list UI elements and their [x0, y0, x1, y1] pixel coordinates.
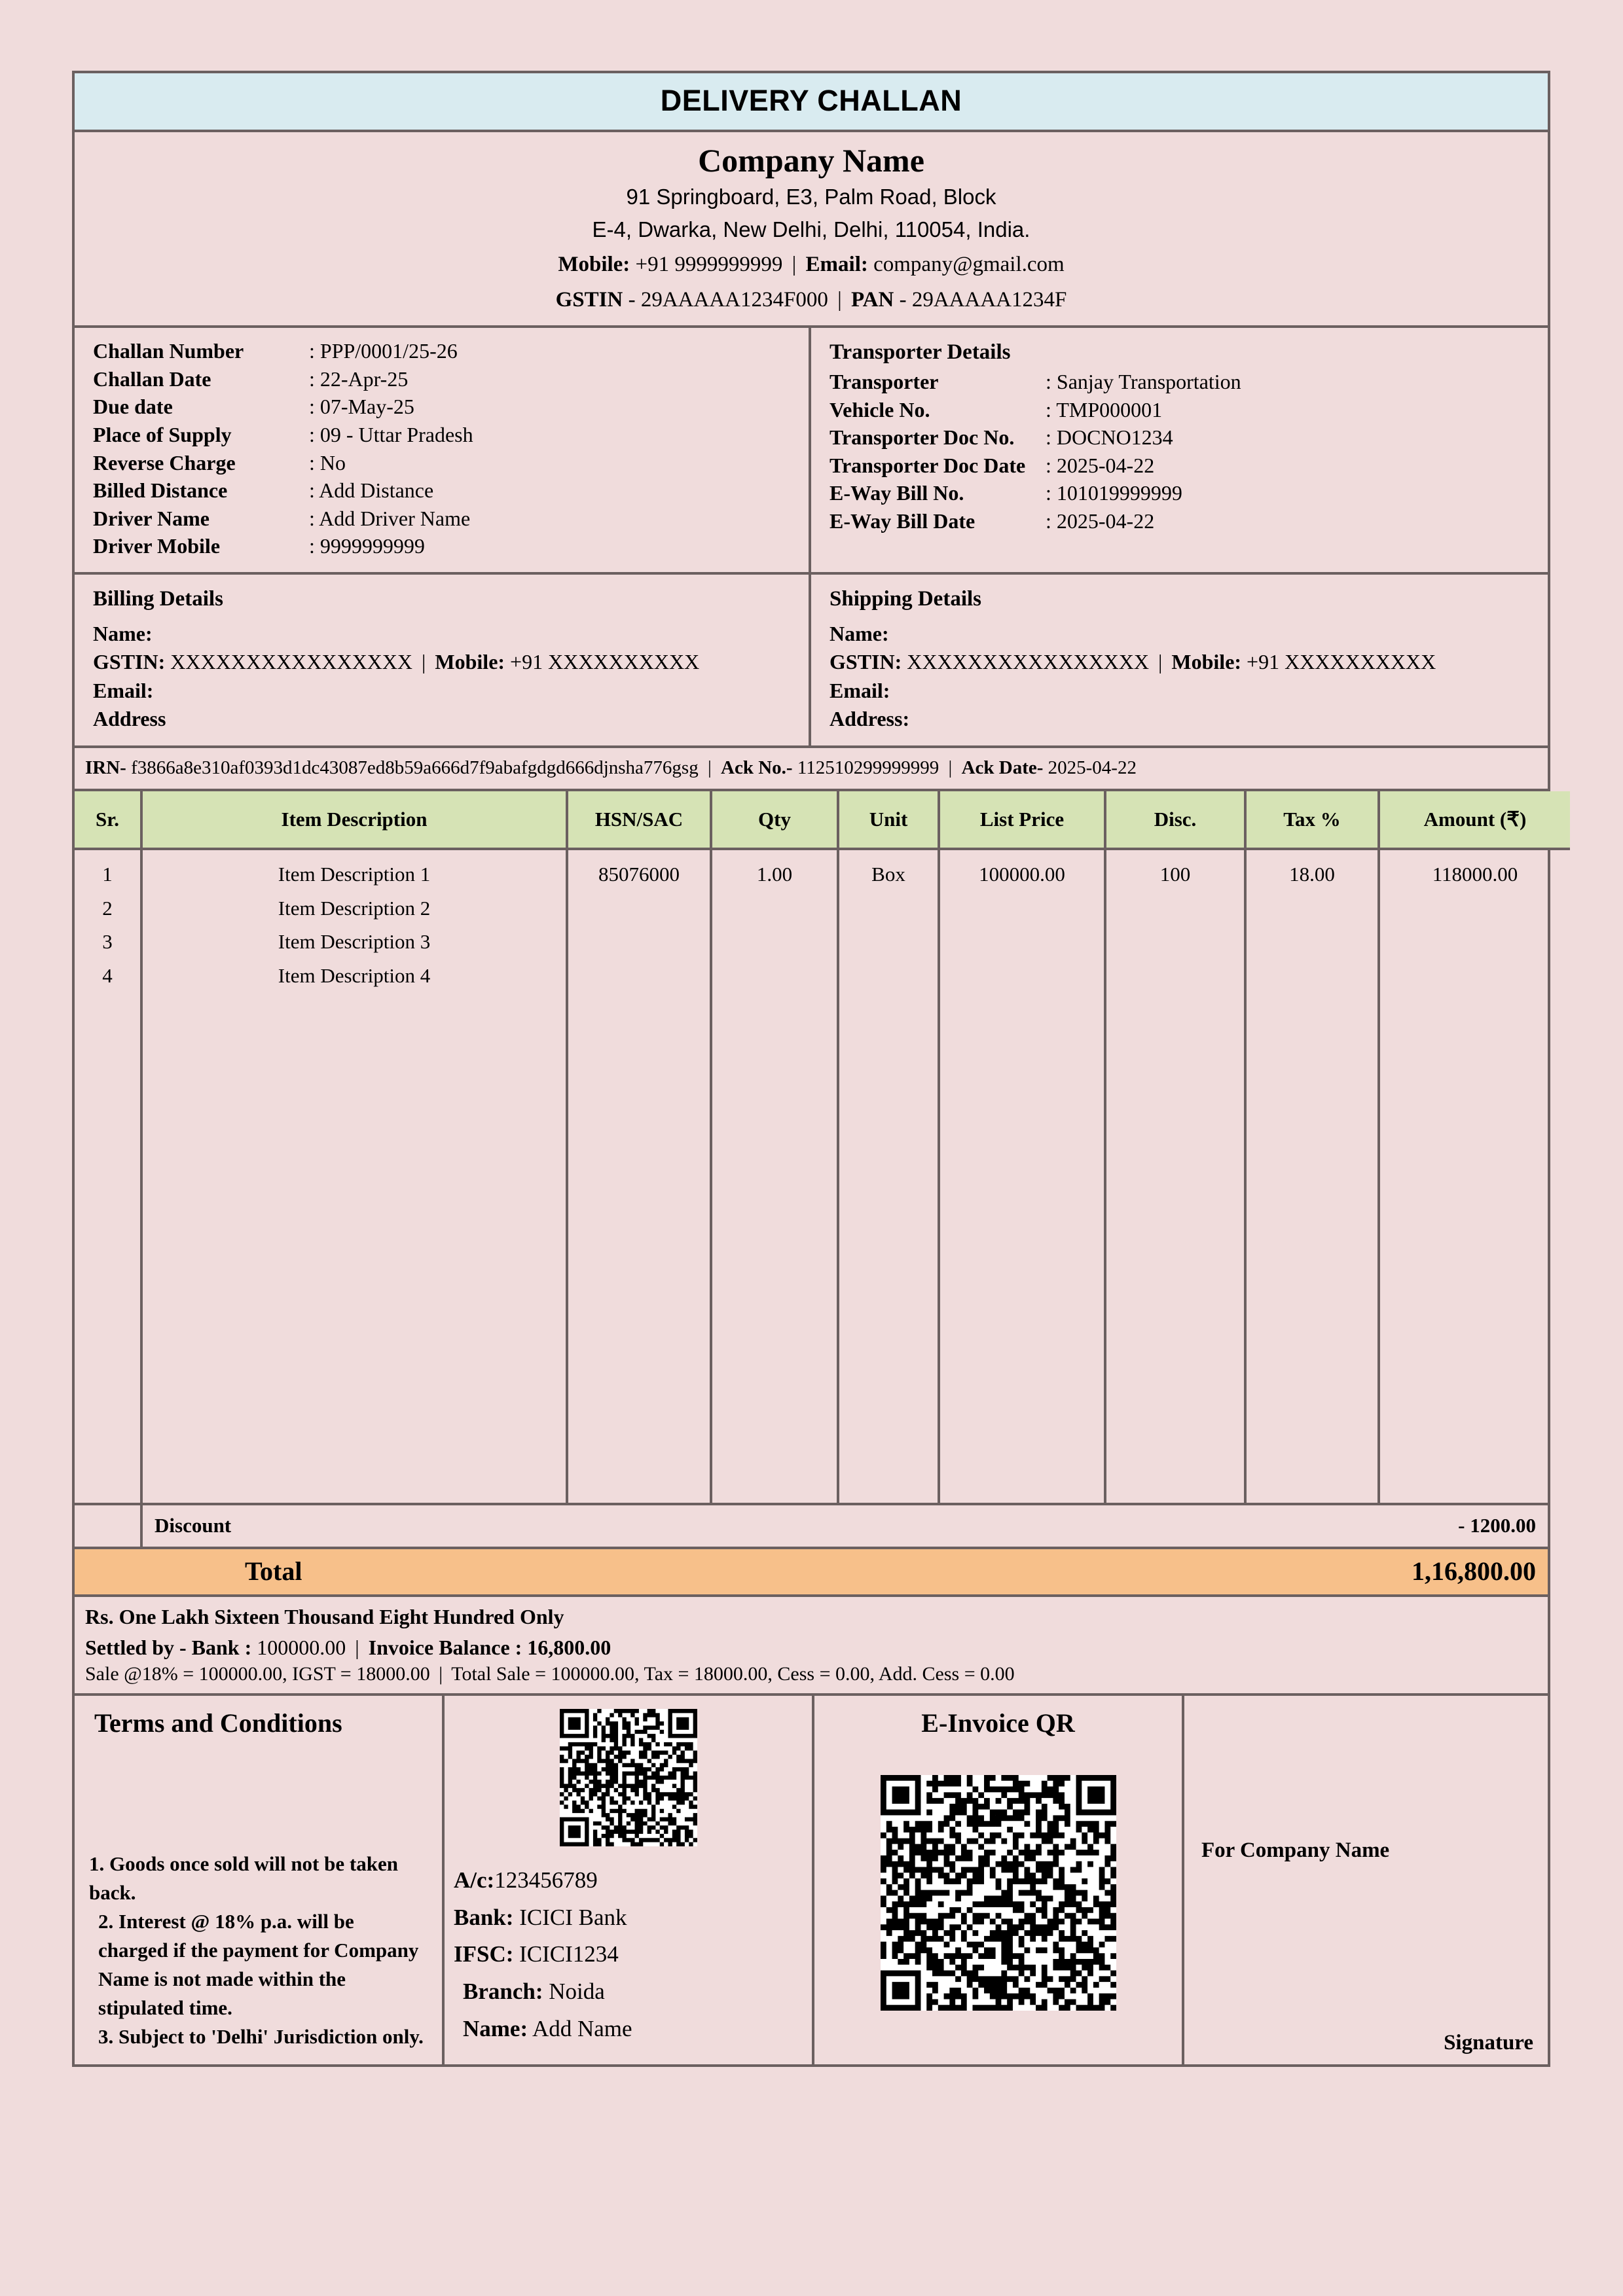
- ack-date-label: Ack Date-: [961, 757, 1044, 778]
- transporter-detail-row: [830, 396, 1529, 424]
- bank-holder-row: [454, 2011, 812, 2048]
- challan-detail-row: [93, 337, 790, 365]
- table-cell: [1106, 925, 1244, 958]
- bank-branch-label: Branch:: [463, 1979, 543, 2005]
- table-column-description: [141, 849, 567, 1503]
- table-cell: 118000.00: [1432, 863, 1518, 886]
- table-column-amount: [1379, 849, 1570, 1503]
- bank-ifsc-value: ICICI1234: [519, 1941, 619, 1967]
- transporter-detail-value: : Sanjay Transportation: [1046, 370, 1241, 394]
- invoice-balance-label: Invoice Balance :: [368, 1636, 522, 1660]
- billing-details-pane: [75, 575, 811, 745]
- billing-shipping-section: [75, 575, 1548, 748]
- table-cell: Box: [871, 863, 905, 886]
- signature-label: Signature: [1444, 2031, 1533, 2055]
- challan-details-pane: [75, 328, 811, 571]
- company-email-value: company@gmail.com: [873, 253, 1065, 277]
- document-title: DELIVERY CHALLAN: [75, 73, 1548, 132]
- billing-email-row: [93, 677, 790, 706]
- challan-detail-label: Driver Mobile: [93, 534, 221, 558]
- bank-holder-label: Name:: [463, 2015, 528, 2041]
- items-rows-group: [75, 849, 1570, 1503]
- terms-item: 3. Subject to 'Delhi' Jurisdiction only.: [98, 2025, 424, 2049]
- discount-value: - 1200.00: [1458, 1514, 1536, 1537]
- discount-spacer: [75, 1505, 143, 1547]
- discount-row: [75, 1503, 1548, 1547]
- billing-address-row: [93, 705, 790, 734]
- irn-divider-1: |: [707, 757, 712, 778]
- shipping-mobile-value: +91 XXXXXXXXXX: [1247, 650, 1436, 674]
- signature-for-company: For Company Name: [1201, 1839, 1390, 1863]
- items-header-cell: Unit: [838, 791, 939, 849]
- bank-holder-value: Add Name: [532, 2015, 632, 2041]
- bank-ac-value: 123456789: [494, 1867, 598, 1893]
- settled-by-label: Settled by - Bank :: [85, 1636, 252, 1660]
- irn-row: [75, 748, 1548, 792]
- transporter-detail-label: Transporter: [830, 370, 939, 394]
- footer-section: [75, 1693, 1548, 2064]
- challan-detail-row: [93, 449, 790, 477]
- shipping-mobile-label: Mobile:: [1171, 650, 1242, 674]
- billing-gstin-row: [93, 648, 790, 677]
- bank-panel: [445, 1696, 814, 2064]
- transporter-details-pane: [811, 328, 1548, 571]
- billing-name-row: [93, 620, 790, 649]
- bank-qr-wrap: [445, 1708, 812, 1846]
- table-column-unit: [838, 849, 939, 1503]
- billing-mobile-value: +91 XXXXXXXXXX: [510, 650, 700, 674]
- transporter-detail-label: E-Way Bill No.: [830, 481, 964, 505]
- table-cell: [1380, 959, 1570, 992]
- items-table-body: [75, 849, 1570, 1503]
- company-gstin-label: GSTIN: [555, 287, 623, 312]
- bank-details: [445, 1862, 812, 2047]
- summary-text-block: [75, 1597, 1548, 1693]
- table-cell: 85076000: [598, 863, 680, 886]
- einvoice-panel: [814, 1696, 1184, 2064]
- table-empty-space: [143, 992, 566, 1503]
- table-cell: Item Description 1: [278, 863, 431, 886]
- table-empty-space: [568, 992, 710, 1503]
- transporter-detail-row: [830, 479, 1529, 507]
- table-cell: [1380, 925, 1570, 958]
- tax-breakup-right: Total Sale = 100000.00, Tax = 18000.00, Cess = 0.00, Add. Cess = 0.00: [451, 1663, 1015, 1685]
- company-mobile-label: Mobile:: [558, 253, 630, 277]
- billing-email-label: Email:: [93, 678, 154, 702]
- tax-breakup-left: Sale @18% = 100000.00, IGST = 18000.00: [85, 1663, 430, 1685]
- terms-item: 2. Interest @ 18% p.a. will be charged if the payment for Company Name is not made within the stipulated time.: [98, 1910, 419, 2020]
- transporter-detail-label: Vehicle No.: [830, 397, 930, 422]
- challan-detail-value: : 09 - Uttar Pradesh: [309, 422, 473, 446]
- amount-in-words: Rs. One Lakh Sixteen Thousand Eight Hundred Only: [85, 1605, 564, 1629]
- transporter-detail-row: [830, 507, 1529, 535]
- bank-ifsc-row: [454, 1936, 812, 1973]
- table-cell: [1106, 891, 1244, 925]
- challan-document: [72, 71, 1550, 2067]
- table-cell: [1247, 959, 1377, 992]
- bank-ac-label: A/c:: [454, 1867, 495, 1893]
- transporter-detail-value: : DOCNO1234: [1046, 425, 1173, 450]
- table-empty-space: [1247, 992, 1377, 1503]
- invoice-balance-value: 16,800.00: [527, 1636, 611, 1660]
- bank-name-row: [454, 1899, 812, 1937]
- billing-gstin-label: GSTIN:: [93, 650, 166, 674]
- transporter-detail-value: : 2025-04-22: [1046, 509, 1155, 533]
- items-header-cell: Amount (₹): [1379, 791, 1570, 849]
- table-cell: [940, 959, 1104, 992]
- shipping-email-label: Email:: [830, 678, 890, 702]
- bank-qr-code: [560, 1709, 697, 1846]
- transporter-detail-row: [830, 452, 1529, 480]
- items-header-cell: Disc.: [1105, 791, 1245, 849]
- company-name: Company Name: [698, 142, 924, 179]
- challan-detail-row: [93, 505, 790, 533]
- billing-gstin-value: XXXXXXXXXXXXXXXX: [170, 650, 412, 674]
- table-cell: [839, 959, 938, 992]
- challan-detail-row: [93, 476, 790, 505]
- challan-detail-label: Billed Distance: [93, 478, 228, 503]
- shipping-address-label: Address:: [830, 707, 910, 731]
- table-column-disc: [1105, 849, 1245, 1503]
- bank-ifsc-label: IFSC:: [454, 1941, 514, 1967]
- table-cell: [712, 925, 837, 958]
- challan-detail-label: Driver Name: [93, 506, 210, 530]
- items-header-cell: List Price: [939, 791, 1105, 849]
- table-column-qty: [711, 849, 838, 1503]
- table-empty-space: [839, 992, 938, 1503]
- challan-detail-value: : PPP/0001/25-26: [309, 339, 458, 363]
- shipping-name-row: [830, 620, 1529, 649]
- items-header-cell: Sr.: [75, 791, 141, 849]
- einvoice-heading: E-Invoice QR: [921, 1708, 1075, 1738]
- transporter-detail-value: : TMP000001: [1046, 397, 1163, 422]
- table-cell: 100000.00: [979, 863, 1065, 886]
- billing-mobile-label: Mobile:: [435, 650, 505, 674]
- table-cell: 4: [102, 963, 113, 987]
- table-cell: [940, 891, 1104, 925]
- challan-detail-value: : Add Distance: [309, 478, 434, 503]
- challan-detail-label: Challan Date: [93, 367, 211, 391]
- transporter-detail-row: [830, 423, 1529, 452]
- challan-detail-row: [93, 365, 790, 393]
- company-contact-line: [75, 249, 1548, 281]
- table-cell: Item Description 3: [278, 930, 431, 954]
- tax-breakup-row: [75, 1662, 1548, 1693]
- transporter-detail-value: : 101019999999: [1046, 481, 1182, 505]
- table-cell: [568, 959, 710, 992]
- challan-detail-value: : No: [309, 450, 346, 475]
- table-empty-space: [940, 992, 1104, 1503]
- ack-date-value: 2025-04-22: [1048, 757, 1137, 778]
- table-cell: [1106, 959, 1244, 992]
- shipping-name-label: Name:: [830, 621, 889, 645]
- table-cell: [712, 891, 837, 925]
- table-empty-space: [1106, 992, 1244, 1503]
- table-cell: 100: [1159, 863, 1191, 886]
- table-cell: [839, 925, 938, 958]
- billing-address-label: Address: [93, 707, 166, 731]
- tax-divider: |: [837, 287, 842, 312]
- bank-branch-value: Noida: [549, 1979, 605, 2005]
- terms-list: [89, 1850, 428, 2051]
- transporter-detail-value: : 2025-04-22: [1046, 453, 1155, 477]
- company-header: [75, 132, 1548, 328]
- table-column-sr: [75, 849, 141, 1503]
- table-cell: Item Description 2: [278, 896, 431, 920]
- settlement-row: [75, 1632, 1548, 1662]
- challan-detail-value: : 22-Apr-25: [309, 367, 409, 391]
- challan-detail-row: [93, 393, 790, 421]
- items-header-cell: Tax %: [1245, 791, 1379, 849]
- challan-detail-row: [93, 532, 790, 560]
- total-label: Total: [245, 1556, 302, 1587]
- table-cell: [568, 925, 710, 958]
- shipping-heading: Shipping Details: [830, 586, 981, 611]
- items-header-cell: HSN/SAC: [567, 791, 711, 849]
- items-header-row: [75, 791, 1570, 849]
- company-address-line-1: 91 Springboard, E3, Palm Road, Block: [626, 185, 996, 209]
- company-tax-line: [75, 284, 1548, 317]
- table-cell: [1247, 891, 1377, 925]
- irn-value: f3866a8e310af0393d1dc43087ed8b59a666d7f9abafgdgd666djnsha776gsg: [131, 757, 699, 778]
- contact-divider: |: [792, 253, 797, 277]
- bank-name-label: Bank:: [454, 1904, 514, 1930]
- shipping-gstin-label: GSTIN:: [830, 650, 902, 674]
- bank-branch-row: [454, 1973, 812, 2011]
- terms-panel: [75, 1696, 445, 2064]
- company-mobile-value: +91 9999999999: [635, 253, 783, 277]
- einvoice-qr-code: [881, 1775, 1116, 2011]
- table-cell: 2: [102, 896, 113, 920]
- transporter-detail-label: Transporter Doc No.: [830, 425, 1015, 450]
- table-cell: [940, 925, 1104, 958]
- table-cell: 1.00: [756, 863, 793, 886]
- table-cell: Item Description 4: [278, 963, 431, 987]
- bank-ac-row: [454, 1862, 812, 1899]
- table-empty-space: [712, 992, 837, 1503]
- terms-heading: Terms and Conditions: [94, 1708, 342, 1738]
- irn-divider-2: |: [948, 757, 953, 778]
- table-column-hsn: [567, 849, 711, 1503]
- shipping-address-row: [830, 705, 1529, 734]
- transporter-detail-row: [830, 368, 1529, 396]
- table-empty-space: [1380, 992, 1570, 1503]
- challan-detail-label: Reverse Charge: [93, 450, 236, 475]
- shipping-details-pane: [811, 575, 1548, 745]
- settlement-divider: |: [355, 1636, 359, 1660]
- billing-name-label: Name:: [93, 621, 153, 645]
- items-table: [75, 791, 1570, 1503]
- table-cell: [568, 891, 710, 925]
- items-header-cell: Item Description: [141, 791, 567, 849]
- terms-item: 1. Goods once sold will not be taken back.: [89, 1852, 398, 1905]
- bank-name-value: ICICI Bank: [519, 1904, 627, 1930]
- shipping-gstin-value: XXXXXXXXXXXXXXXX: [907, 650, 1149, 674]
- table-column-tax: [1245, 849, 1379, 1503]
- transporter-heading: Transporter Details: [830, 340, 1011, 365]
- challan-detail-value: : 07-May-25: [309, 395, 414, 419]
- transporter-detail-label: Transporter Doc Date: [830, 453, 1026, 477]
- challan-transporter-section: [75, 328, 1548, 574]
- challan-detail-label: Due date: [93, 395, 173, 419]
- challan-detail-value: : Add Driver Name: [309, 506, 471, 530]
- total-value: 1,16,800.00: [1412, 1556, 1536, 1587]
- challan-detail-value: : 9999999999: [309, 534, 425, 558]
- table-cell: 3: [102, 930, 113, 954]
- table-empty-space: [75, 992, 140, 1503]
- tax-breakup-divider: |: [439, 1663, 443, 1685]
- challan-detail-row: [93, 421, 790, 449]
- transporter-detail-label: E-Way Bill Date: [830, 509, 976, 533]
- company-email-label: Email:: [805, 253, 868, 277]
- table-cell: [1247, 925, 1377, 958]
- ack-no-value: 112510299999999: [797, 757, 939, 778]
- company-pan-value: - 29AAAAA1234F: [899, 287, 1067, 312]
- table-cell: [1380, 891, 1570, 925]
- challan-detail-label: Place of Supply: [93, 422, 232, 446]
- shipping-divider: |: [1158, 650, 1163, 674]
- ack-no-label: Ack No.-: [721, 757, 793, 778]
- discount-label: Discount: [155, 1514, 232, 1537]
- table-cell: [712, 959, 837, 992]
- table-cell: 1: [102, 863, 113, 886]
- table-cell: [839, 891, 938, 925]
- shipping-email-row: [830, 677, 1529, 706]
- company-pan-label: PAN: [850, 287, 894, 312]
- items-header-cell: Qty: [711, 791, 838, 849]
- table-column-list_price: [939, 849, 1105, 1503]
- irn-label: IRN-: [85, 757, 126, 778]
- billing-heading: Billing Details: [93, 586, 223, 611]
- items-table-head: [75, 791, 1570, 849]
- settled-by-value: 100000.00: [257, 1636, 346, 1660]
- table-cell: 18.00: [1289, 863, 1335, 886]
- einvoice-qr-wrap: [814, 1775, 1182, 2011]
- total-row: [75, 1547, 1548, 1597]
- signature-panel: [1184, 1696, 1548, 2064]
- challan-detail-label: Challan Number: [93, 339, 244, 363]
- shipping-gstin-row: [830, 648, 1529, 677]
- company-gstin-value: - 29AAAAA1234F000: [628, 287, 828, 312]
- billing-divider: |: [422, 650, 426, 674]
- company-address-line-2: E-4, Dwarka, New Delhi, Delhi, 110054, India.: [592, 217, 1030, 242]
